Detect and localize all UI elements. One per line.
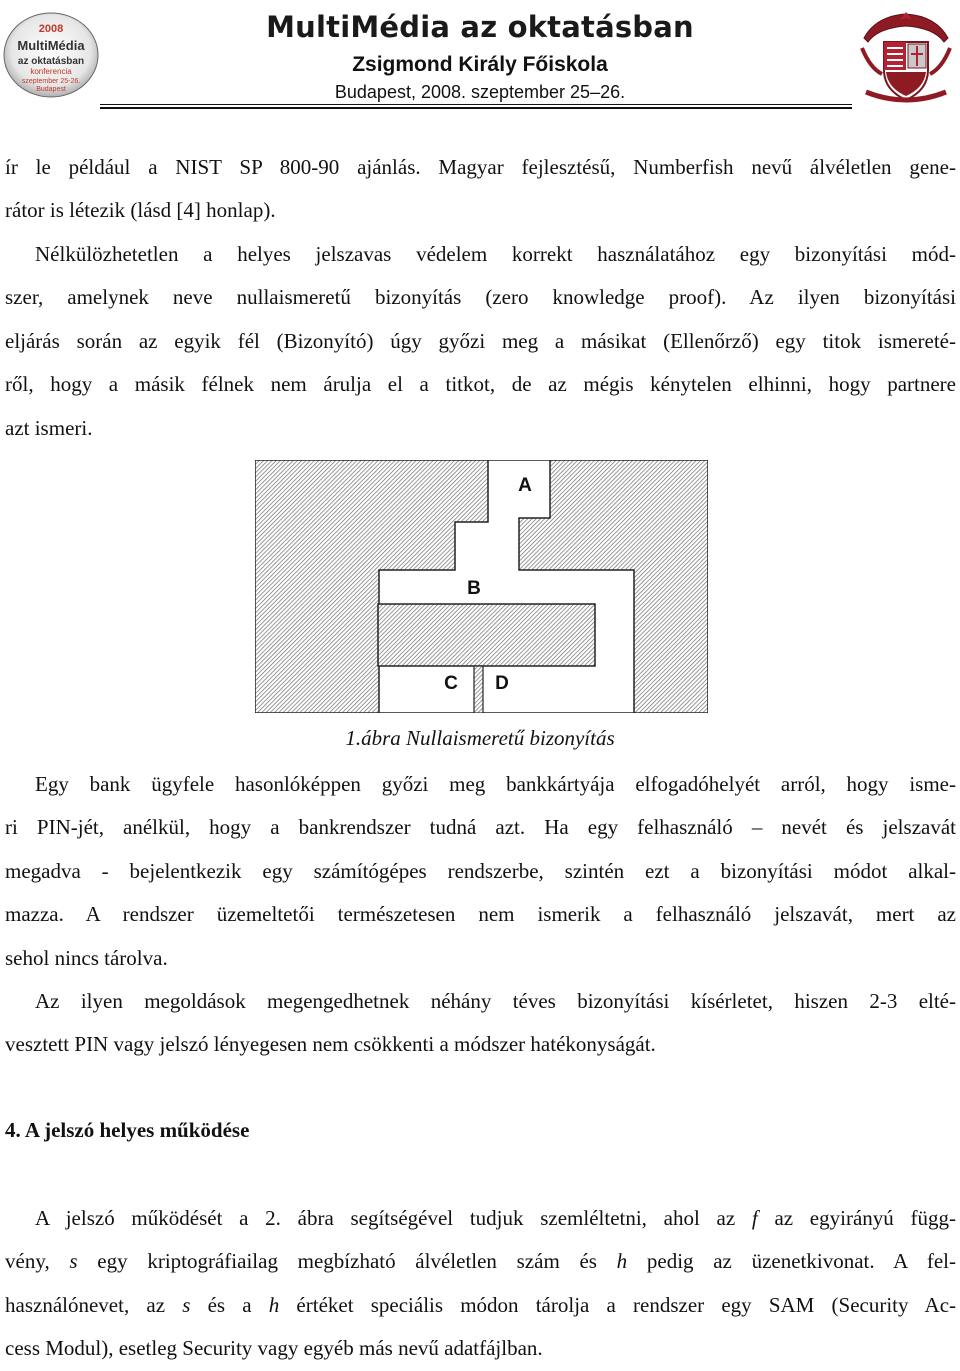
label-b: B [467,578,481,599]
symbol-h: h [268,1292,280,1317]
header-rule-thick [100,107,852,109]
section-heading: 4. A jelszó helyes működése [5,1118,250,1142]
college-crest-icon [856,8,956,108]
cave-inner-wall [378,604,595,666]
header-rule-thin [100,104,852,105]
paragraph-line: vény, s egy kriptográfiailag megbízható álvéletlen szám és h pedig az üzenetkivonat. A fel- [5,1249,956,1274]
paragraph-4 [5,980,956,1067]
paragraph-line: ről, hogy a másik félnek nem árulja el a titkot, de az mégis kénytelen elhinni, hogy partnere [5,372,956,397]
paragraph-line: cess Modul), esetleg Security vagy egyéb más nevű adatfájlban. [5,1336,543,1361]
paragraph-3 [5,763,956,980]
paragraph-line: A jelszó működését a 2. ábra segítségével tudjuk szemléltetni, ahol az f az egyirányú függ- [35,1206,956,1230]
paragraph-line: eljárás során az egyik fél (Bizonyító) úgy győzi meg a másikat (Ellenőrző) egy titok ismereté- [5,328,956,353]
paragraph-line: megadva - bejelentkezik egy számítógépes rendszerbe, szintén ezt a bizonyítási módot alkal- [5,858,956,883]
paragraph-line: mazza. A rendszer üzemeltetői természetesen nem ismerik a felhasználó jelszavát, mert az [5,902,956,927]
paragraph-line: Nélkülözhetetlen a helyes jelszavas védelem korrekt használatához egy bizonyítási mód- [35,242,956,266]
label-a: A [518,475,532,496]
header-title: MultiMédia az oktatásban [266,10,694,44]
logo-year: 2008 [38,23,64,35]
symbol-s: s [182,1292,191,1317]
header-subtitle: Zsigmond Király Főiskola [352,53,608,76]
symbol-f: f [751,1206,758,1230]
logo-name: MultiMédia [17,38,85,53]
zero-knowledge-cave-diagram [255,460,708,713]
symbol-s: s [69,1249,78,1274]
page-header [0,0,960,108]
paragraph-line: használónevet, az s és a h értéket speciális módon tárolja a rendszer egy SAM (Security Ac- [5,1292,957,1317]
logo-line3: szeptember 25-26. [21,78,81,85]
cave-door [474,666,483,713]
label-c: C [444,673,458,694]
logo-line2: konferencia [30,67,72,76]
logo-line4: Budapest [36,86,66,93]
paragraph-line: sehol nincs tárolva. [5,945,168,970]
paragraph-line: azt ismeri. [5,415,93,440]
symbol-h: h [616,1249,628,1274]
paragraph-5 [5,1197,956,1371]
paragraph-line: ír le például a NIST SP 800-90 ajánlás. Magyar fejlesztésű, Numberfish nevű álvéletlen gene- [5,155,956,179]
paragraph-2 [5,233,956,450]
paragraph-line: Egy bank ügyfele hasonlóképpen győzi meg bankkártyája elfogadóhelyét arról, hogy isme- [35,772,956,796]
paragraph-line: Az ilyen megoldások megengedhetnek néhány téves bizonyítási kísérletet, hiszen 2-3 elté- [35,989,956,1013]
figure-caption: 1.ábra Nullaismeretű bizonyítás [345,726,615,750]
paragraph-1 [5,146,956,233]
label-d: D [495,673,509,694]
conference-logo [3,12,99,98]
paragraph-line: szer, amelynek neve nullaismeretű bizonyítás (zero knowledge proof). Az ilyen bizonyítási [5,285,956,310]
header-location-date: Budapest, 2008. szeptember 25–26. [334,82,626,102]
paragraph-line: vesztett PIN vagy jelszó lényegesen nem csökkenti a módszer hatékonyságát. [5,1032,656,1057]
logo-line1: az oktatásban [17,56,85,67]
paragraph-line: rátor is létezik (lásd [4] honlap). [5,198,276,223]
paragraph-line: ri PIN-jét, anélkül, hogy a bankrendszer tudná azt. Ha egy felhasználó – nevét és jelszavát [5,815,956,840]
